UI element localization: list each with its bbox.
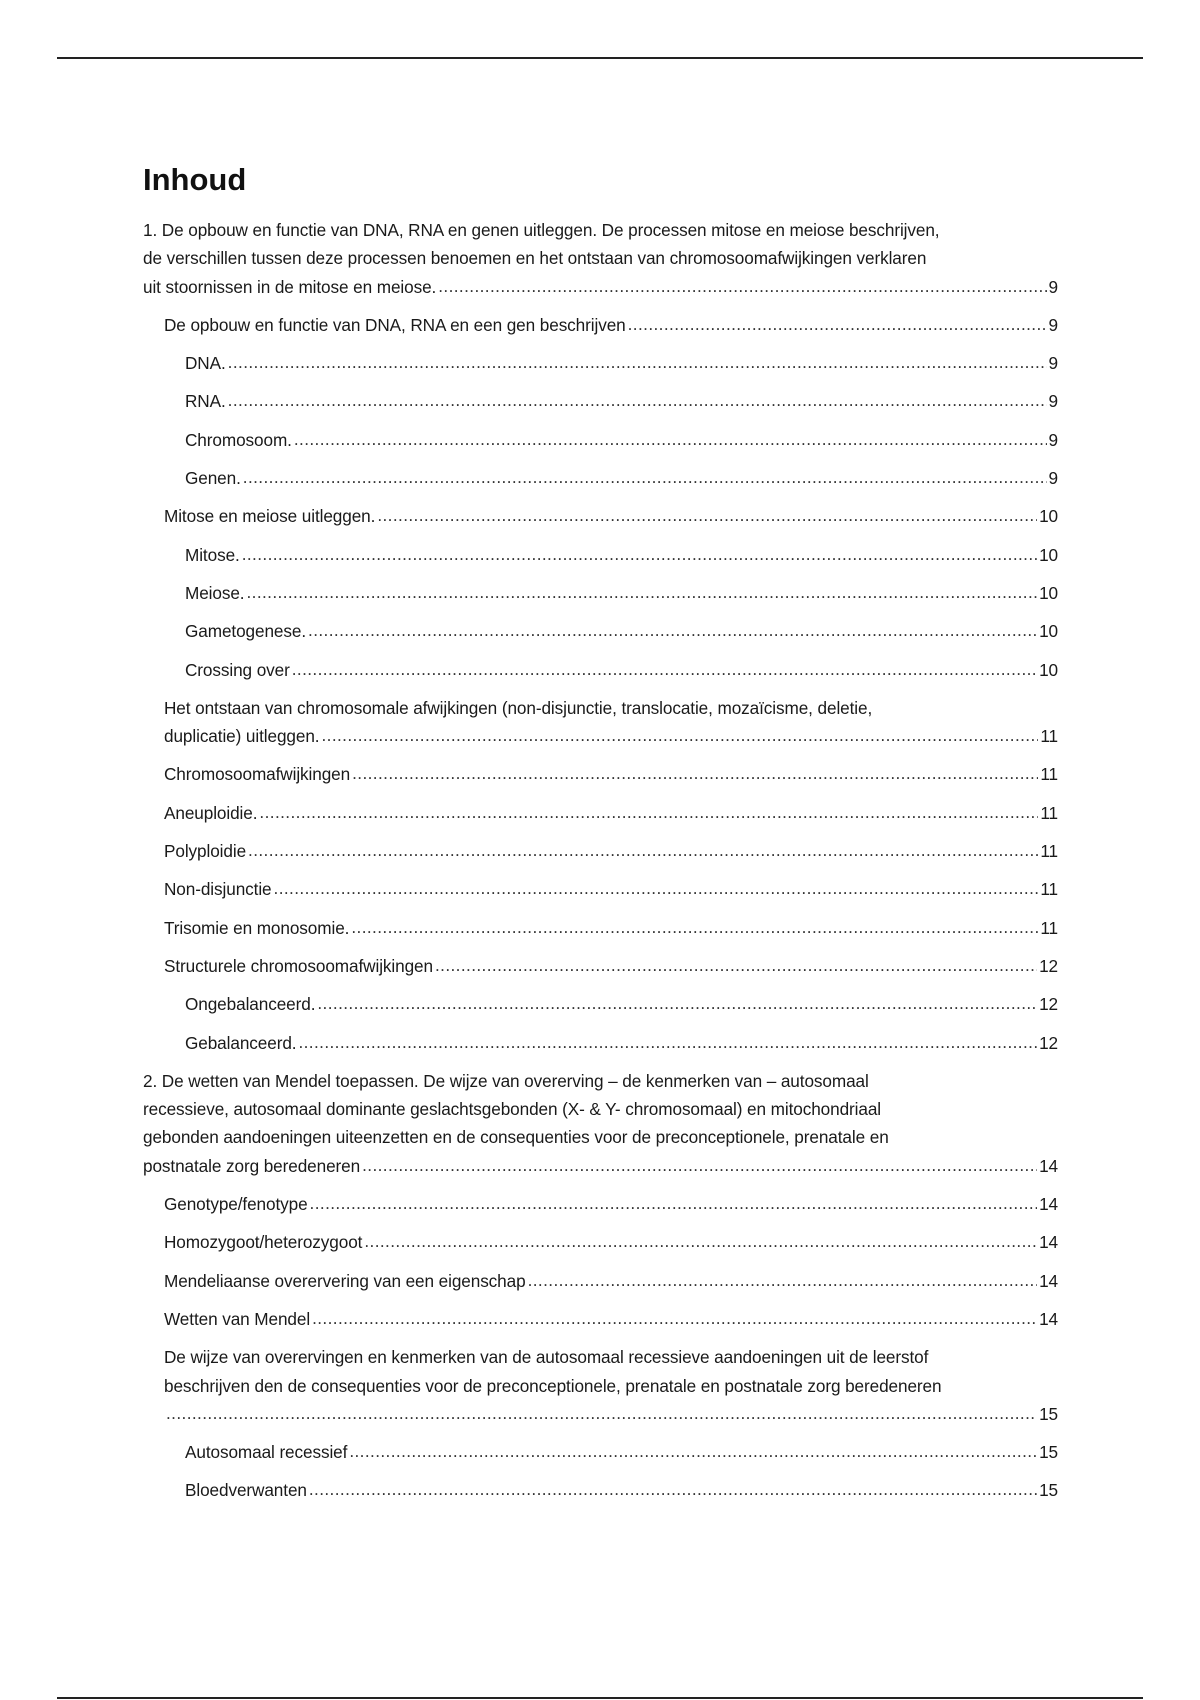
toc-entry-text-line: gebonden aandoeningen uiteenzetten en de consequenties voor de preconceptionele, prenatale en	[143, 1127, 889, 1148]
dot-leader	[435, 951, 1037, 979]
toc-entry[interactable]	[143, 694, 1058, 751]
toc-page-number: 15	[1039, 1480, 1058, 1501]
toc-page-number: 9	[1048, 276, 1058, 297]
toc-entry-line	[164, 722, 1058, 750]
toc-entry[interactable]	[143, 349, 1058, 377]
dot-leader	[292, 655, 1037, 683]
toc-entry[interactable]	[143, 311, 1058, 339]
dot-leader	[242, 540, 1037, 568]
dot-leader	[317, 989, 1037, 1017]
toc-entry-title: Gametogenese.	[185, 621, 307, 642]
dot-leader	[259, 798, 1038, 826]
toc-entry[interactable]	[143, 875, 1058, 903]
toc-page-number: 12	[1039, 1032, 1058, 1053]
toc-entry[interactable]	[143, 426, 1058, 454]
toc-entry-title: Polyploidie	[164, 841, 247, 862]
toc-page-number: 14	[1039, 1232, 1058, 1253]
toc-entry[interactable]	[143, 760, 1058, 788]
toc-entry-line	[164, 502, 1058, 530]
toc-entry[interactable]	[143, 1067, 1058, 1180]
dot-leader	[352, 759, 1038, 787]
toc-page-number: 11	[1040, 917, 1058, 938]
toc-entry[interactable]	[143, 799, 1058, 827]
dot-leader	[246, 578, 1037, 606]
toc-entry-line	[185, 426, 1058, 454]
toc-page-number: 9	[1048, 314, 1058, 335]
toc-entry[interactable]	[143, 464, 1058, 492]
toc-page-number: 11	[1040, 802, 1058, 823]
toc-entry-line	[185, 349, 1058, 377]
toc-entry-line	[185, 464, 1058, 492]
toc-entry[interactable]	[143, 952, 1058, 980]
toc-page-number: 10	[1039, 659, 1058, 680]
dot-leader	[362, 1151, 1037, 1179]
toc-page-number: 14	[1039, 1194, 1058, 1215]
toc-entry-title: Trisomie en monosomie.	[164, 917, 350, 938]
dot-leader	[438, 272, 1046, 300]
toc-page-number: 9	[1048, 391, 1058, 412]
dot-leader	[364, 1227, 1037, 1255]
dot-leader	[294, 425, 1047, 453]
toc-entry-title: uit stoornissen in de mitose en meiose.	[143, 276, 437, 297]
dot-leader	[351, 913, 1038, 941]
toc-entry[interactable]	[143, 1305, 1058, 1333]
header-rule	[57, 57, 1143, 59]
toc-page-number: 12	[1039, 955, 1058, 976]
toc-entry-title: Genotype/fenotype	[164, 1194, 308, 1215]
toc-entry-line	[185, 541, 1058, 569]
toc-entry[interactable]	[143, 1343, 1058, 1428]
toc-entry-title: Mitose en meiose uitleggen.	[164, 506, 376, 527]
toc-entry-line	[185, 617, 1058, 645]
toc-entry-line	[185, 656, 1058, 684]
toc-entry-line	[164, 952, 1058, 980]
toc-entry-title: Homozygoot/heterozygoot	[164, 1232, 363, 1253]
dot-leader	[166, 1399, 1037, 1427]
footer-rule	[57, 1697, 1143, 1699]
toc-entry[interactable]	[143, 541, 1058, 569]
toc-entry-text-line: beschrijven den de consequenties voor de preconceptionele, prenatale en postnatale zorg beredeneren	[164, 1375, 942, 1396]
toc-entry-line	[164, 837, 1058, 865]
dot-leader	[628, 310, 1047, 338]
toc-entry[interactable]	[143, 1476, 1058, 1504]
toc-entry-title: Structurele chromosoomafwijkingen	[164, 955, 433, 976]
toc-entry-text-line: 2. De wetten van Mendel toepassen. De wijze van overerving – de kenmerken van – autosomaal	[143, 1070, 869, 1091]
toc-entry[interactable]	[143, 1267, 1058, 1295]
toc-entry-line	[164, 760, 1058, 788]
toc-entry-text-line: 1. De opbouw en functie van DNA, RNA en genen uitleggen. De processen mitose en meiose beschrijven,	[143, 220, 940, 240]
toc-entry-line	[164, 1267, 1058, 1295]
toc-entry-line	[185, 579, 1058, 607]
toc-entry-title: Chromosoomafwijkingen	[164, 764, 351, 785]
toc-entry-title: Aneuploidie.	[164, 802, 258, 823]
toc-entry[interactable]	[143, 617, 1058, 645]
toc-entry-title: RNA.	[185, 391, 226, 412]
toc-entry-title: DNA.	[185, 353, 226, 374]
toc-page-number: 11	[1040, 764, 1058, 785]
toc-page-number: 14	[1039, 1270, 1058, 1291]
toc-page-number: 11	[1040, 726, 1058, 747]
toc-page-number: 9	[1048, 468, 1058, 489]
dot-leader	[274, 874, 1039, 902]
toc-entry[interactable]	[143, 837, 1058, 865]
toc-page-number: 10	[1039, 621, 1058, 642]
toc-page-number: 15	[1039, 1442, 1058, 1463]
toc-entry-line	[143, 1152, 1058, 1180]
toc-entry-line	[185, 1438, 1058, 1466]
toc-entry[interactable]	[143, 579, 1058, 607]
dot-leader	[228, 386, 1047, 414]
toc-entry-line	[143, 273, 1058, 301]
toc-entry-text-line: de verschillen tussen deze processen benoemen en het ontstaan van chromosoomafwijkingen verklaren	[143, 248, 927, 269]
toc-entry[interactable]	[143, 387, 1058, 415]
toc-entry[interactable]	[143, 1029, 1058, 1057]
toc-entry-title: Autosomaal recessief	[185, 1442, 348, 1463]
toc-entry[interactable]	[143, 1438, 1058, 1466]
toc-entry-line	[164, 1400, 1058, 1428]
dot-leader	[321, 721, 1038, 749]
dot-leader	[377, 501, 1037, 529]
toc-page-number: 10	[1039, 544, 1058, 565]
dot-leader	[248, 836, 1038, 864]
toc-entry-title: Non-disjunctie	[164, 879, 272, 900]
dot-leader	[298, 1028, 1037, 1056]
toc-entry[interactable]	[143, 914, 1058, 942]
toc-entry-text-line: recessieve, autosomaal dominante geslachtsgebonden (X- & Y- chromosomaal) en mitochondriaal	[143, 1099, 882, 1120]
toc-entry-title: Gebalanceerd.	[185, 1032, 297, 1053]
toc-entry-text-line: De wijze van overervingen en kenmerken van de autosomaal recessieve aandoeningen uit de leerstof	[164, 1347, 929, 1368]
toc-page-number: 14	[1039, 1308, 1058, 1329]
toc-page-number: 11	[1040, 841, 1058, 862]
toc-entry-title: Mendeliaanse overervering van een eigenschap	[164, 1270, 526, 1291]
toc-entry-title: duplicatie) uitleggen.	[164, 726, 320, 747]
toc-entry-text-line: Het ontstaan van chromosomale afwijkingen (non-disjunctie, translocatie, mozaïcisme, deletie,	[164, 697, 873, 718]
toc-entry[interactable]	[143, 656, 1058, 684]
toc-entry[interactable]	[143, 1190, 1058, 1218]
toc-entry-title: Chromosoom.	[185, 429, 292, 450]
toc-entry-title: De opbouw en functie van DNA, RNA en een gen beschrijven	[164, 314, 626, 335]
toc-page-number: 15	[1039, 1403, 1058, 1424]
dot-leader	[243, 463, 1047, 491]
toc-page-number: 9	[1048, 429, 1058, 450]
table-of-contents	[143, 160, 1058, 1515]
toc-page-number: 11	[1040, 879, 1058, 900]
dot-leader	[310, 1189, 1038, 1217]
toc-entry-line	[185, 990, 1058, 1018]
toc-page-number: 10	[1039, 506, 1058, 527]
dot-leader	[312, 1304, 1037, 1332]
toc-entry-title: Genen.	[185, 468, 241, 489]
toc-title: Inhoud	[143, 162, 247, 197]
toc-entry-title: Mitose.	[185, 544, 240, 565]
toc-entry-line	[185, 387, 1058, 415]
toc-entry-line	[185, 1029, 1058, 1057]
toc-entry-line	[164, 914, 1058, 942]
toc-page-number: 9	[1048, 353, 1058, 374]
toc-entry-title: Meiose.	[185, 582, 245, 603]
toc-entry[interactable]	[143, 990, 1058, 1018]
toc-page-number: 12	[1039, 994, 1058, 1015]
toc-entry-line	[164, 311, 1058, 339]
toc-page-number: 10	[1039, 582, 1058, 603]
toc-entry-line	[164, 875, 1058, 903]
toc-entry-title: Ongebalanceerd.	[185, 994, 316, 1015]
toc-entry-title: Bloedverwanten	[185, 1480, 307, 1501]
dot-leader	[349, 1437, 1037, 1465]
dot-leader	[528, 1266, 1038, 1294]
dot-leader	[309, 1475, 1037, 1503]
toc-entry-line	[164, 1228, 1058, 1256]
toc-entry-line	[185, 1476, 1058, 1504]
toc-entry-line	[164, 1305, 1058, 1333]
toc-entry-title: postnatale zorg beredeneren	[143, 1155, 361, 1176]
dot-leader	[308, 616, 1037, 644]
toc-entry[interactable]	[143, 1228, 1058, 1256]
toc-entry-line	[164, 1190, 1058, 1218]
toc-entry[interactable]	[143, 216, 1058, 301]
dot-leader	[228, 348, 1047, 376]
toc-entry[interactable]	[143, 502, 1058, 530]
toc-entries	[143, 216, 1058, 1505]
toc-entry-line	[164, 799, 1058, 827]
toc-page-number: 14	[1039, 1155, 1058, 1176]
toc-entry-title: Wetten van Mendel	[164, 1308, 311, 1329]
toc-entry-title: Crossing over	[185, 659, 290, 680]
